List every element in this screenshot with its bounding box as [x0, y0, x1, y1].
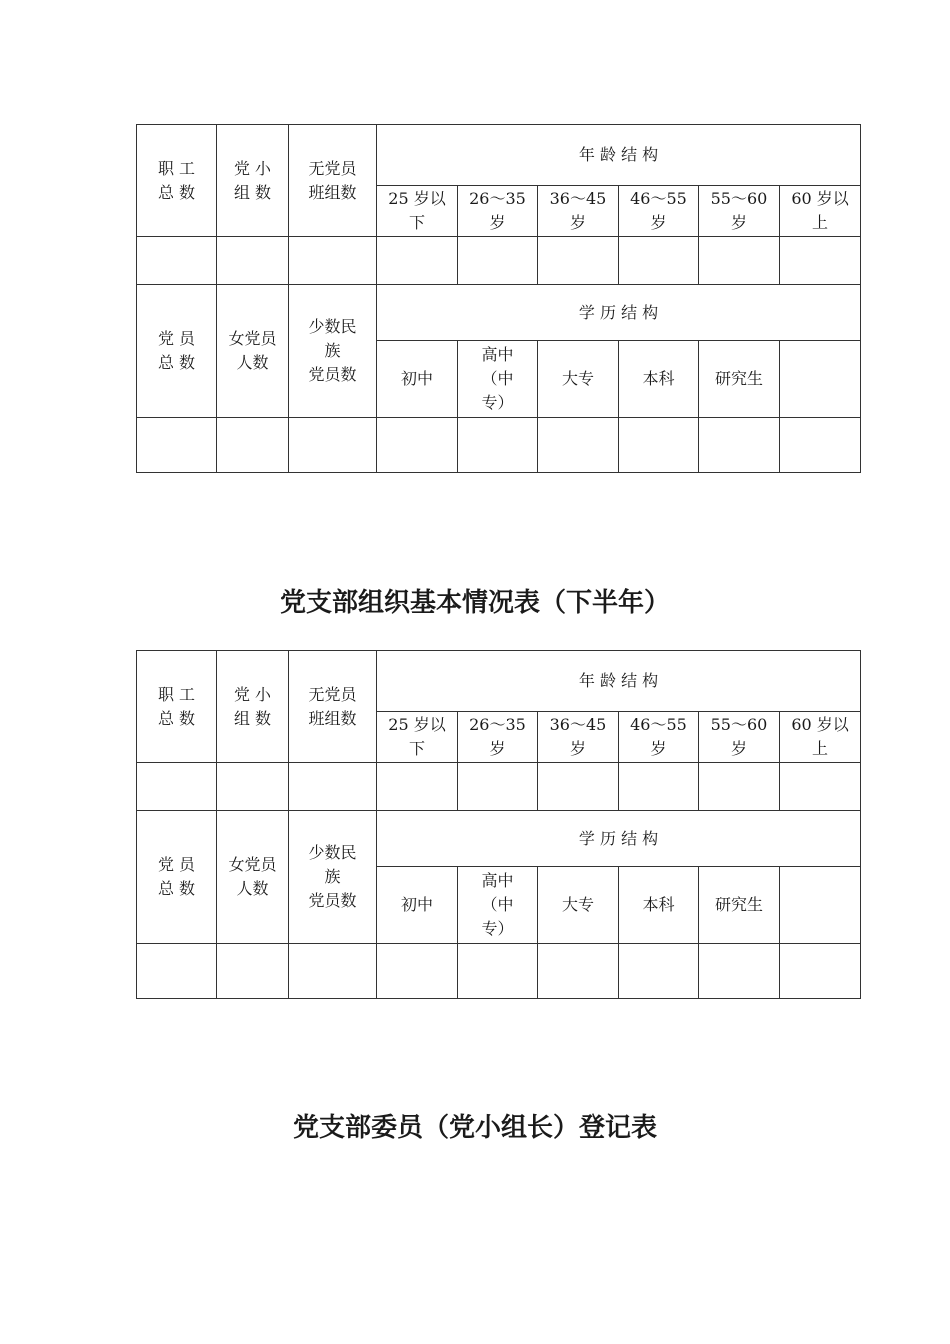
education-level-cell: 本科: [619, 867, 699, 944]
data-cell[interactable]: [217, 763, 289, 811]
data-cell[interactable]: [538, 944, 619, 999]
data-cell[interactable]: [377, 237, 458, 285]
header-age-structure: 年 龄 结 构: [377, 651, 861, 712]
data-cell[interactable]: [289, 763, 377, 811]
age-range-cell: 36～45 岁: [538, 712, 619, 763]
data-cell[interactable]: [458, 418, 538, 473]
data-cell[interactable]: [217, 418, 289, 473]
header-member-total: 党 员 总 数: [137, 811, 217, 944]
education-level-cell: 高中 （中 专）: [458, 867, 538, 944]
data-cell[interactable]: [538, 763, 619, 811]
header-staff-total: 职 工 总 数: [137, 651, 217, 763]
data-cell[interactable]: [619, 944, 699, 999]
data-cell[interactable]: [289, 237, 377, 285]
education-data-row: [137, 418, 861, 473]
data-cell[interactable]: [289, 418, 377, 473]
data-cell[interactable]: [217, 237, 289, 285]
education-level-cell: 初中: [377, 867, 458, 944]
header-staff-total: 职 工 总 数: [137, 125, 217, 237]
age-range-cell: 60 岁以 上: [780, 712, 861, 763]
header-female-members: 女党员 人数: [217, 811, 289, 944]
header-minority-members: 少数民 族 党员数: [289, 285, 377, 418]
education-level-cell: [780, 867, 861, 944]
education-level-cell: 研究生: [699, 341, 780, 418]
age-range-cell: 46～55 岁: [619, 712, 699, 763]
data-cell[interactable]: [458, 237, 538, 285]
age-range-cell: 46～55 岁: [619, 186, 699, 237]
education-level-cell: 大专: [538, 867, 619, 944]
education-level-cell: 本科: [619, 341, 699, 418]
header-party-groups: 党 小 组 数: [217, 651, 289, 763]
education-level-cell: 大专: [538, 341, 619, 418]
age-range-cell: 26～35 岁: [458, 712, 538, 763]
data-cell[interactable]: [780, 944, 861, 999]
education-level-cell: [780, 341, 861, 418]
header-education-structure: 学 历 结 构: [377, 285, 861, 341]
header-age-structure: 年 龄 结 构: [377, 125, 861, 186]
age-data-row: [137, 237, 861, 285]
age-range-cell: 36～45 岁: [538, 186, 619, 237]
age-range-cell: 60 岁以 上: [780, 186, 861, 237]
age-range-cell: 55～60 岁: [699, 186, 780, 237]
age-range-cell: 25 岁以 下: [377, 186, 458, 237]
section-title-committee: 党支部委员（党小组长）登记表: [292, 1113, 657, 1143]
section-title-second-half: 党支部组织基本情况表（下半年）: [279, 588, 670, 618]
education-level-cell: 高中 （中 专）: [458, 341, 538, 418]
age-range-cell: 55～60 岁: [699, 712, 780, 763]
data-cell[interactable]: [780, 763, 861, 811]
data-cell[interactable]: [699, 944, 780, 999]
data-cell[interactable]: [619, 418, 699, 473]
header-teams-without-members: 无党员 班组数: [289, 651, 377, 763]
age-data-row: [137, 763, 861, 811]
data-cell[interactable]: [289, 944, 377, 999]
data-cell[interactable]: [619, 763, 699, 811]
data-cell[interactable]: [538, 237, 619, 285]
data-cell[interactable]: [137, 763, 217, 811]
data-cell[interactable]: [377, 418, 458, 473]
header-party-groups: 党 小 组 数: [217, 125, 289, 237]
data-cell[interactable]: [699, 763, 780, 811]
education-level-cell: 研究生: [699, 867, 780, 944]
header-female-members: 女党员 人数: [217, 285, 289, 418]
header-minority-members: 少数民 族 党员数: [289, 811, 377, 944]
education-level-cell: 初中: [377, 341, 458, 418]
data-cell[interactable]: [137, 237, 217, 285]
data-cell[interactable]: [780, 418, 861, 473]
data-cell[interactable]: [699, 237, 780, 285]
data-cell[interactable]: [619, 237, 699, 285]
data-cell[interactable]: [217, 944, 289, 999]
data-cell[interactable]: [137, 418, 217, 473]
org-info-table-second-half: [136, 650, 861, 999]
data-cell[interactable]: [458, 763, 538, 811]
data-cell[interactable]: [137, 944, 217, 999]
data-cell[interactable]: [458, 944, 538, 999]
org-info-table-first-half: [136, 124, 861, 473]
data-cell[interactable]: [377, 763, 458, 811]
data-cell[interactable]: [538, 418, 619, 473]
header-education-structure: 学 历 结 构: [377, 811, 861, 867]
age-range-cell: 25 岁以 下: [377, 712, 458, 763]
data-cell[interactable]: [699, 418, 780, 473]
header-member-total: 党 员 总 数: [137, 285, 217, 418]
age-range-cell: 26～35 岁: [458, 186, 538, 237]
data-cell[interactable]: [780, 237, 861, 285]
education-data-row: [137, 944, 861, 999]
data-cell[interactable]: [377, 944, 458, 999]
header-teams-without-members: 无党员 班组数: [289, 125, 377, 237]
